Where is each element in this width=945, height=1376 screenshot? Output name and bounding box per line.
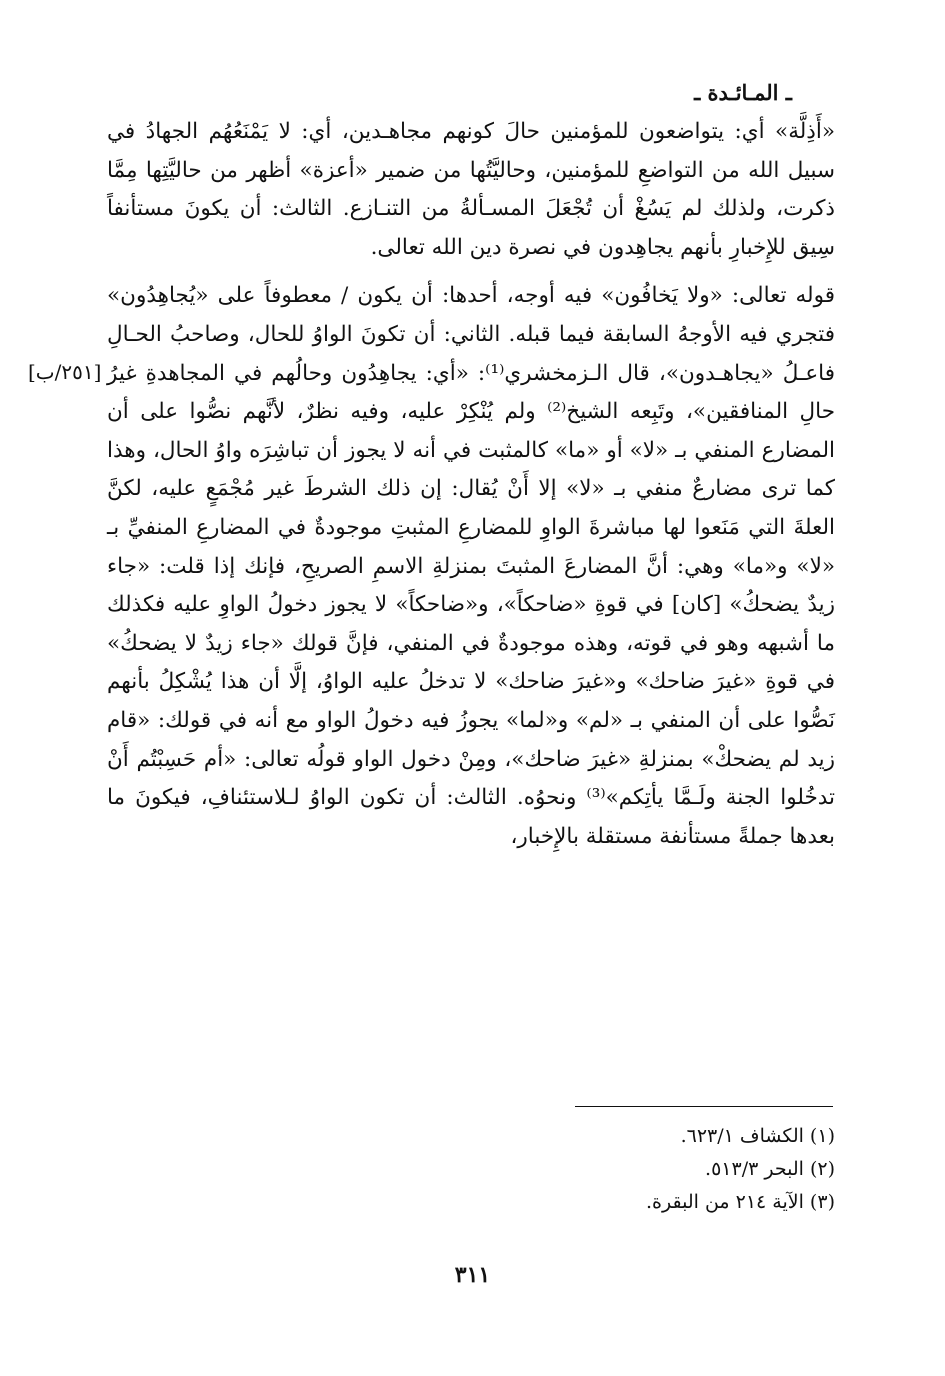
footnotes <box>107 1120 835 1219</box>
footnote-2: (٢) البحر ٥١٣/٣. <box>705 1158 835 1180</box>
footnote-divider <box>575 1106 833 1107</box>
paragraph-1: «أَذِلَّة» أي: يتواضعون للمؤمنين حالَ كونهم مجاهـدين، أي: لا يَمْنَعُهُم الجهادُ في سبيل الله من التواضعِ للمؤمنين، وحاليَّتُها من ضمير «أعزة» أظهر من حاليَّتِها مِمَّا ذكرت، ولذلك لم يَسُغْ أن تُجْعَلَ المسـألةُ من التنـازع. الثالث: أن يكونَ مستأنفاً سِيق للإِخبارِ بأنهم يجاهِدون في نصرة دين الله تعالى. <box>107 119 835 260</box>
main-text <box>107 113 835 856</box>
margin-folio-reference: [٢٥١/ب] <box>28 360 102 384</box>
running-header: ـ المـائـدة ـ <box>694 80 792 105</box>
footnote-3: (٣) الآية ٢١٤ من البقرة. <box>646 1191 835 1213</box>
page-number: ٣١١ <box>454 1262 491 1288</box>
paragraph-2: قوله تعالى: «ولا يَخافُون» فيه أوجه، أحدها: أن يكون / معطوفاً على «يُجاهِدُون» فتجري فيه الأوجهُ السابقة فيما قبله. الثاني: أن تكونَ الواوُ للحال، وصاحبُ الحـالِ فاعـلُ «يجاهـدون»، قال الـزمخشري⁽¹⁾: «أي: يجاهِدُون وحالُهم في المجاهدةِ غيرُ حالِ المنافقين»، وتَبِعه الشيخ⁽²⁾ ولم يُنْكِرْ عليه، وفيه نظرٌ، لأنَّهم نصُّوا على أن المضارع المنفي بـ «لا» أو «ما» كالمثبت في أنه لا يجوز أن تباشِرَه واوُ الحال، وهذا كما ترى مضارعٌ منفي بـ «لا» إلا أَنْ يُقال: إن ذلك الشرطَ غير مُجْمَعٍ عليه، لكنَّ العلةَ التي مَنَعوا لها مباشرةَ الواوِ للمضارعِ المثبتِ موجودةٌ في المضارعِ المنفيِّ بـ «لا» و«ما» وهي: أنَّ المضارعَ المثبتَ بمنزلةِ الاسمِ الصريحِ، فإنك إذا قلت: «جاء زيدٌ يضحكُ» [كان] في قوةِ «ضاحكاً»، و«ضاحكاً» لا يجوز دخولُ الواوِ عليه فكذلك ما أشبهه وهو في قوته، وهذه موجودةٌ في المنفي، فإنَّ قولك «جاء زيدٌ لا يضحكُ» في قوةِ «غيرَ ضاحك» و«غيرَ ضاحك» لا تدخلُ عليه الواوُ، إلَّا أن هذا يُشْكِلُ بأنهم نَصُّوا على أن المنفي بـ «لم» و«لما» يجوزُ فيه دخولُ الواو مع أنه في قولك: «قام زيد لم يضحكْ» بمنزلةِ «غيرَ ضاحك»، ومِنْ دخول الواو قولُه تعالى: «أم حَسِبْتُم أَنْ تدخُلوا الجنة ولَـمَّا يأتِكم»⁽³⁾ ونحوُه. الثالث: أن تكون الواوُ لـلاستئنافِ، فيكونَ ما بعدها جملةً مستأنفة مستقلة بالإِخبار، <box>107 283 835 849</box>
footnote-1: (١) الكشاف ٦٢٣/١. <box>680 1125 835 1147</box>
